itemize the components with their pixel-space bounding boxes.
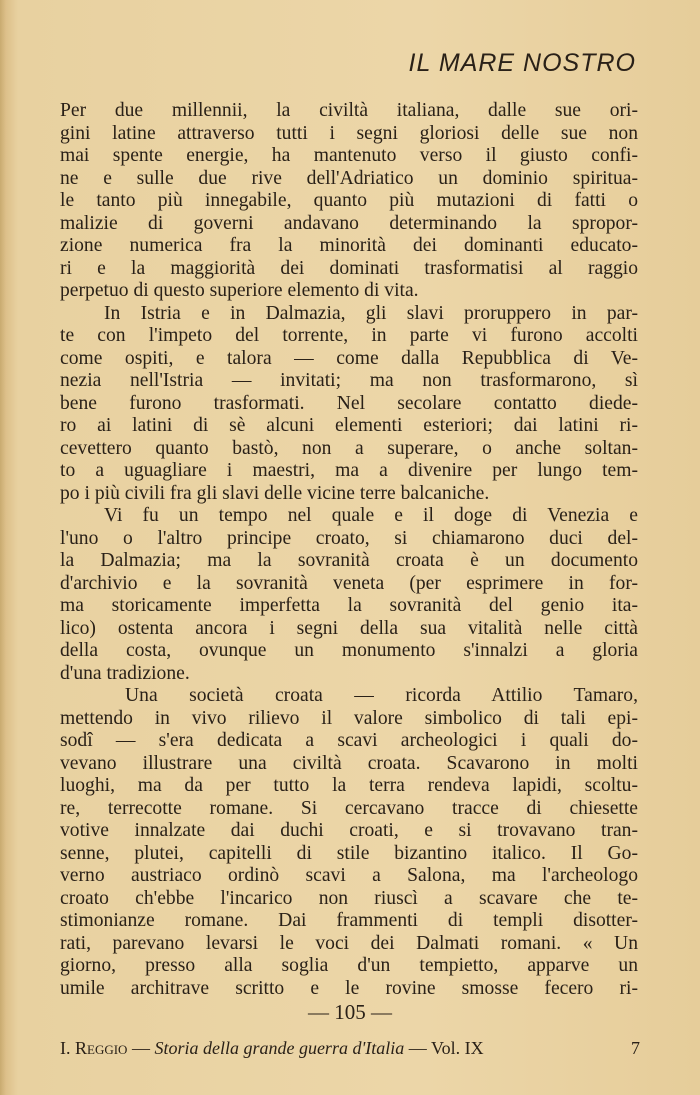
footer-title: Storia della grande guerra d'Italia [154,1038,405,1058]
text-line: Vi fu un tempo nel quale e il doge di Venezia e [104,505,638,526]
text-line: rati, parevano levarsi le voci dei Dalmati romani. « Un [60,932,638,954]
paragraph [60,100,638,303]
text-line: mettendo in vivo rilievo il valore simbolico di tali epi- [60,707,638,729]
text-line: della costa, ovunque un monumento s'innalzi a gloria [60,640,638,661]
text-line: d'archivio e la sovranità veneta (per esprimere in for- [60,572,638,594]
text-line: le tanto più innegabile, quanto più mutazioni di fatti o [60,190,638,211]
text-line: ma storicamente imperfetta la sovranità del genio ita- [60,595,638,616]
running-head: IL MARE NOSTRO [408,49,636,77]
text-line: perpetuo di questo superiore elemento di vita. [60,280,419,301]
text-line: vevano illustrare una civiltà croata. Scavarono in molti [60,752,638,774]
text-line: In Istria e in Dalmazia, gli slavi proruppero in par- [104,302,638,324]
text-line: croato ch'ebbe l'incarico non riuscì a scavare che te- [60,887,638,909]
text-line: verno austriaco ordinò scavi a Salona, ma l'archeologo [60,865,638,886]
footer-author-surname: Reggio [75,1038,128,1058]
text-line: mai spente energie, ha mantenuto verso il giusto confi- [60,145,638,166]
text-line: to a uguagliare i maestri, ma a divenire per lungo tem- [60,460,638,481]
text-line: lico) ostenta ancora i segni della sua vitalità nelle città [60,617,638,639]
text-line: stimonianze romane. Dai frammenti di templi disotter- [60,910,638,931]
footer-author-initial: I. [60,1038,71,1058]
footer-dash: — [131,1038,150,1058]
text-line: te con l'impeto del torrente, in parte vi furono accolti [60,325,638,346]
text-line: re, terrecotte romane. Si cercavano tracce di chiesette [60,797,638,819]
body-text [60,100,638,1000]
paragraph [60,685,638,1000]
text-line: po i più civili fra gli slavi delle vicine terre balcaniche. [60,482,490,504]
text-line: ne e sulle due rive dell'Adriatico un dominio spiritua- [60,167,638,189]
text-line: Per due millennii, la civiltà italiana, dalle sue ori- [60,100,638,121]
text-line: come ospiti, e talora — come dalla Repubblica di Ve- [60,347,638,369]
paragraph [60,505,638,685]
text-line: ri e la maggiorità dei dominati trasformatisi al raggio [60,257,638,279]
text-line: zione numerica fra la minorità dei dominanti educato- [60,235,638,256]
text-line: ro ai latini di sè alcuni elementi esteriori; dai latini ri- [60,415,638,436]
text-line: votive innalzate dai duchi croati, e si trovavano tran- [60,820,638,841]
text-line: umile architrave scritto e le rovine smosse fecero ri- [60,977,638,999]
text-line: bene furono trasformati. Nel secolare contatto diede- [60,392,638,414]
page-number: — 105 — [308,1000,392,1024]
text-line: cevettero quanto bastò, non a superare, o anche soltan- [60,437,638,459]
text-line: gini latine attraverso tutti i segni gloriosi delle sue non [60,122,638,144]
text-line: giorno, presso alla soglia d'un tempietto, apparve un [60,955,638,976]
text-line: d'una tradizione. [60,662,190,684]
paragraph [60,303,638,506]
text-line: la Dalmazia; ma la sovranità croata è un documento [60,550,638,571]
text-line: l'uno o l'altro principe croato, si chiamarono duci del- [60,527,638,549]
text-line: malizie di governi andavano determinando la spropor- [60,212,638,234]
footer-citation [60,1038,484,1059]
text-line: luoghi, ma da per tutto la terra rendeva lapidi, scoltu- [60,775,638,796]
footer-volume: Vol. IX [430,1038,484,1058]
footer-dash: — [408,1038,427,1058]
text-line: senne, plutei, capitelli di stile bizantino italico. Il Go- [60,842,638,864]
text-line: Una società croata — ricorda Attilio Tamaro, [125,685,638,706]
text-line: nezia nell'Istria — invitati; ma non trasformarono, sì [60,370,638,391]
text-line: sodî — s'era dedicata a scavi archeologici i quali do- [60,730,638,751]
footer-signature: 7 [631,1038,640,1058]
footer [60,1038,640,1059]
